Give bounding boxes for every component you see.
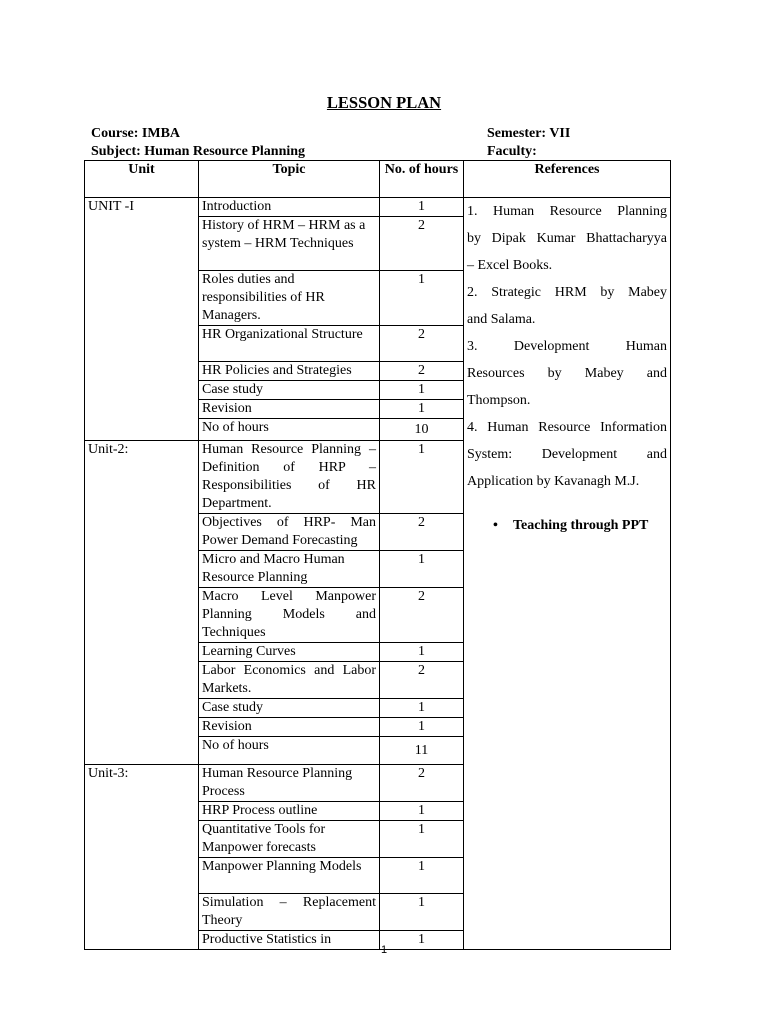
topic-cell: HRP Process outline xyxy=(199,802,380,821)
reference-line: Application by Kavanagh M.J. xyxy=(467,474,640,489)
hours-cell: 10 xyxy=(380,419,464,441)
topic-cell: HR Policies and Strategies xyxy=(199,362,380,381)
topic-cell: Macro Level Manpower Planning Models and Techniques xyxy=(199,588,380,643)
references-cell xyxy=(464,198,671,950)
course-label: Course: IMBA xyxy=(91,126,181,141)
topic-cell: Case study xyxy=(199,381,380,400)
topic-cell: Learning Curves xyxy=(199,643,380,662)
topic-cell: Micro and Macro Human Resource Planning xyxy=(199,551,380,588)
reference-line: by Dipak Kumar Bhattacharyya xyxy=(467,231,667,246)
topic-cell: Human Resource Planning – Definition of HRP – Responsibilities of HR Department. xyxy=(199,441,380,514)
hours-cell: 1 xyxy=(380,551,464,588)
hours-cell: 1 xyxy=(380,931,464,950)
faculty-label: Faculty: xyxy=(487,144,537,159)
column-header-unit: Unit xyxy=(85,161,199,198)
topic-cell: HR Organizational Structure xyxy=(199,326,380,362)
hours-cell: 2 xyxy=(380,765,464,802)
reference-line: System: Development and xyxy=(467,447,667,462)
hours-cell: 1 xyxy=(380,198,464,217)
teaching-method-bullet xyxy=(493,517,667,535)
topic-cell: Roles duties and responsibilities of HR Managers. xyxy=(199,271,380,326)
unit-label: UNIT -I xyxy=(85,198,199,441)
hours-cell: 1 xyxy=(380,718,464,737)
unit-label: Unit-3: xyxy=(85,765,199,950)
topic-cell: Human Resource Planning Process xyxy=(199,765,380,802)
table-row xyxy=(85,198,671,217)
topic-cell: Manpower Planning Models xyxy=(199,858,380,894)
column-header-references: References xyxy=(464,161,671,198)
bullet-icon: • xyxy=(493,518,498,533)
subject-label: Subject: Human Resource Planning xyxy=(91,144,306,159)
topic-cell: Simulation – Replacement Theory xyxy=(199,894,380,931)
page-number: 1 xyxy=(380,944,388,956)
topic-cell: Objectives of HRP- Man Power Demand Forecasting xyxy=(199,514,380,551)
topic-cell: History of HRM – HRM as a system – HRM Techniques xyxy=(199,217,380,271)
lesson-plan-table xyxy=(84,160,671,950)
column-header-topic: Topic xyxy=(199,161,380,198)
reference-line: Resources by Mabey and xyxy=(467,366,667,381)
hours-cell: 11 xyxy=(380,737,464,765)
reference-line: 2. Strategic HRM by Mabey xyxy=(467,285,667,300)
hours-cell: 1 xyxy=(380,894,464,931)
hours-cell: 2 xyxy=(380,362,464,381)
hours-cell: 2 xyxy=(380,217,464,271)
teaching-method-text: Teaching through PPT xyxy=(513,518,649,533)
table-header-row xyxy=(85,161,671,198)
topic-cell: Case study xyxy=(199,699,380,718)
hours-cell: 1 xyxy=(380,699,464,718)
hours-cell: 1 xyxy=(380,271,464,326)
table-body xyxy=(85,198,671,950)
topic-cell: Introduction xyxy=(199,198,380,217)
hours-cell: 2 xyxy=(380,326,464,362)
hours-cell: 1 xyxy=(380,381,464,400)
reference-line: and Salama. xyxy=(467,312,536,327)
topic-cell: No of hours xyxy=(199,737,380,765)
reference-line: Thompson. xyxy=(467,393,531,408)
hours-cell: 1 xyxy=(380,821,464,858)
topic-cell: Labor Economics and Labor Markets. xyxy=(199,662,380,699)
hours-cell: 1 xyxy=(380,441,464,514)
hours-cell: 1 xyxy=(380,858,464,894)
topic-cell: Revision xyxy=(199,718,380,737)
page-title: LESSON PLAN xyxy=(326,93,442,112)
hours-cell: 1 xyxy=(380,400,464,419)
topic-cell: Productive Statistics in xyxy=(199,931,380,950)
topic-cell: No of hours xyxy=(199,419,380,441)
semester-label: Semester: VII xyxy=(487,126,571,141)
reference-line: 4. Human Resource Information xyxy=(467,420,667,435)
reference-line: 1. Human Resource Planning xyxy=(467,204,667,219)
hours-cell: 2 xyxy=(380,588,464,643)
hours-cell: 1 xyxy=(380,802,464,821)
topic-cell: Revision xyxy=(199,400,380,419)
hours-cell: 2 xyxy=(380,662,464,699)
hours-cell: 1 xyxy=(380,643,464,662)
reference-line: – Excel Books. xyxy=(467,258,553,273)
hours-cell: 2 xyxy=(380,514,464,551)
reference-line: 3. Development Human xyxy=(467,339,667,354)
topic-cell: Quantitative Tools for Manpower forecasts xyxy=(199,821,380,858)
unit-label: Unit-2: xyxy=(85,441,199,765)
column-header-hours: No. of hours xyxy=(380,161,464,198)
